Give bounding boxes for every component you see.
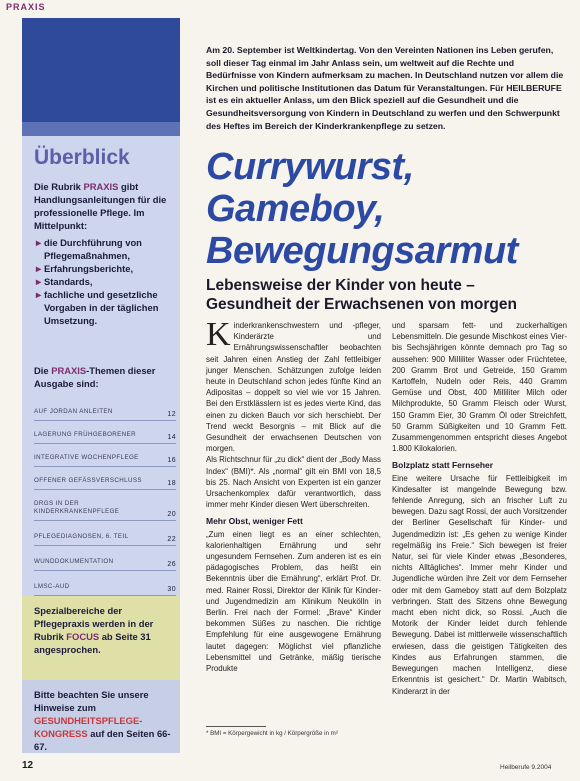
bullet-arrow-icon: ► bbox=[34, 263, 44, 274]
article-intro: Am 20. September ist Weltkindertag. Von den Vereinten Nationen ins Leben gerufen, soll dieser Tag einmal im Jahr Anlass sein, um weltweit auf die Rechte und Bedürfnisse von Kindern aufmerksam zu machen. In Deutschland nutzen vor allem die Kirchen und politische Institutionen das Datum für Veranstaltungen. Für HEILBERUFE ist es ein aktueller Anlass, um den Blick speziell auf die Gesundheit und die Gesundheitsversorgung von Kindern in Deutschland zu werfen und den Schwerpunkt des Heftes im Bereich der Kinderkrankenpflege zu setzen. bbox=[206, 45, 564, 131]
bullet-arrow-icon: ► bbox=[34, 237, 44, 248]
footnote: * BMI = Körpergewicht in kg / Körpergröße in m² bbox=[206, 730, 338, 737]
paragraph: und sparsam fett- und zuckerhaltigen Lebensmitteln. Die gesunde Mischkost eines Vier- bis Sechsjährigen könnte demnach pro Tag so aussehen: 900 Milliliter Wasser oder Früchtetee, 200 Gramm Brot und Getreide, 150 Gramm Kartoffeln, Nudeln oder Reis, 440 Gramm Gemüse und Obst, 400 Milliliter Milch oder Milchprodukte, 50 Gramm Fleisch oder Wurst, 150 Gramm Eier, 30 Gramm Öl oder Streichfett, 50 Gramm Süßigkeiten und 10 Gramm Fett. Zusammengenommen entspricht dieses Angebot 1.800 Kilokalorien. bbox=[392, 321, 567, 454]
sidebar-bullet-list bbox=[34, 236, 176, 327]
paragraph: Als Richtschnur für „zu dick“ dient der „Body Mass Index“ (BMI)*. Als „normal“ gilt ein BMI von 18,5 bis 25. Nach Ansicht von Experten ist ein ganzer Ursachenkomplex dafür verantwortlich, dass immer mehr Kinder diesen Wert überschreiten. bbox=[206, 455, 381, 510]
congress-note-box bbox=[22, 680, 180, 753]
paragraph: Eine weitere Ursache für Fettleibigkeit im Kindesalter ist mangelnde Bewegung bzw. fehlende Anregung, sich an frischer Luft zu bewegen. Dazu sagt Rossi, der auch Vorsitzender der Berliner Gesellschaft für Kinder- und Jugendmedizin ist: „Es gehen zu wenige Kinder regelmäßig ins Freie.“ Sich bewegen ist freier Natur, sei für viele Kinder etwas „Besonderes, nichts Alltägliches“. Immer mehr Kinder und Jugendliche würden ihre Zeit vor dem Fernseher oder mit dem Gameboy statt auf dem Bolzplatz verbringen. Statt des Sitzens ohne Bewegung macht eben nicht dick, so Rossi. „Auch die Motorik der Kinder leidet durch fehlende Bewegung. Dabei ist mittlerweile wissenschaftlich erwiesen, dass die geistigen Tätigkeiten des Kindes aus Erfahrungen stammen, die Bewegungen machen Intelligenz, diese Erkenntnis ist gesichert.“ Dr. Martin Wabitsch, Kinderarzt in der bbox=[392, 473, 568, 696]
toc-row[interactable]: WUNDDOKUMENTATION 26 bbox=[34, 546, 176, 571]
section-subheading: Mehr Obst, weniger Fett bbox=[206, 516, 303, 527]
sidebar-intro: Die Rubrik PRAXIS gibt Handlungsanleitungen für die professionelle Pflege. Im Mittelpunkt: bbox=[34, 181, 167, 231]
bullet-arrow-icon: ► bbox=[34, 289, 44, 300]
article-column-2 bbox=[392, 320, 567, 697]
page-number: 12 bbox=[22, 760, 34, 771]
sidebar-title: Überblick bbox=[34, 146, 130, 169]
toc-row[interactable]: AUF JORDAN ANLEITEN 12 bbox=[34, 398, 176, 421]
bullet-arrow-icon: ► bbox=[34, 276, 44, 287]
toc-row[interactable]: LMSC-AUD 30 bbox=[34, 571, 176, 596]
article-column-1 bbox=[206, 316, 381, 674]
focus-note-text: Spezialbereiche der Pflegepraxis werden in der Rubrik FOCUS ab Seite 31 angesprochen. bbox=[34, 605, 154, 655]
toc-row[interactable]: OFFENER GEFÄSSVERSCHLUSS 18 bbox=[34, 467, 176, 490]
table-of-contents bbox=[34, 398, 176, 596]
toc-row[interactable]: LAGERUNG FRÜHGEBORENER 14 bbox=[34, 421, 176, 444]
list-item: ► die Durchführung von Pflegemaßnahmen, bbox=[34, 237, 142, 261]
article-headline: Currywurst, Gameboy, Bewegungsarmut bbox=[206, 146, 518, 272]
section-subheading: Bolzplatz statt Fernseher bbox=[392, 460, 494, 471]
toc-row[interactable]: INTEGRATIVE WOCHENPFLEGE 16 bbox=[34, 444, 176, 467]
paragraph: „Zum einen liegt es an einer schlechten, kalorienhaltigen Ernährung und sehr ungesundem Fernsehen. Zum anderen ist es ein pädagogisches Problem, das heißt ein Bekenntnis über die Ernährung“, erklärt Prof. Dr. med. Rainer Rossi, Direktor der Klinik für Kinder- und Jugendmedizin am Klinikum Neukölln in Berlin. Frei nach der Formel: „Brave“ Kinder bekommen Süßes zu naschen. Die richtige Empfehlung für eine ausgewogene Ernährung lautet dagegen: Möglichst viel pflanzliche Lebensmittel und Getränke, mäßig tierische Produkte bbox=[206, 529, 381, 674]
section-brand: PRAXIS bbox=[6, 2, 46, 12]
sidebar-color-band-light bbox=[22, 122, 180, 136]
footnote-rule bbox=[206, 726, 266, 727]
article-subheadline: Lebensweise der Kinder von heute – Gesundheit der Erwachsenen von morgen bbox=[206, 277, 517, 313]
drop-cap: K bbox=[206, 316, 231, 353]
toc-row[interactable]: DRGS IN DER KINDERKRANKENPFLEGE 20 bbox=[34, 490, 176, 521]
list-item: ► fachliche und gesetzliche Vorgaben in der täglichen Umsetzung. bbox=[34, 289, 159, 326]
congress-note-text: Bitte beachten Sie unsere Hinweise zum GESUNDHEITSPFLEGE-KONGRESS auf den Seiten 66-67. bbox=[34, 689, 171, 752]
themes-heading: Die PRAXIS-Themen dieser Ausgabe sind: bbox=[34, 365, 156, 389]
list-item: ► Erfahrungsberichte, bbox=[34, 263, 134, 274]
congress-name: GESUNDHEITSPFLEGE-KONGRESS bbox=[34, 715, 143, 739]
paragraph: Kinderkrankenschwestern und -pfleger, Kinderärzte und Ernährungswissenschaftler beobachten seit Jahren einen Anstieg der Zahl fettleibiger junger Menschen. Schätzungen zufolge leiden heute in Deutschland schon jedes fünfte Kind an Adipositas – doppelt so viel wie vor 15 Jahren. Bei den Erstklässlern ist es jedes vierte Kind, das einen zu dicken Bauch vor sich herschiebt. Der Trend weckt Besorgnis – mit Blick auf die Gesundheit der erwachsenen Deutschen von morgen. bbox=[206, 316, 381, 454]
list-item: ► Standards, bbox=[34, 276, 93, 287]
journal-footer: Heilberufe 9.2004 bbox=[500, 764, 552, 771]
focus-note-box bbox=[22, 596, 180, 680]
sidebar-overview bbox=[22, 18, 180, 753]
toc-row[interactable]: PFLEGEDIAGNOSEN, 6. TEIL 22 bbox=[34, 521, 176, 546]
sidebar-color-band bbox=[22, 18, 180, 122]
